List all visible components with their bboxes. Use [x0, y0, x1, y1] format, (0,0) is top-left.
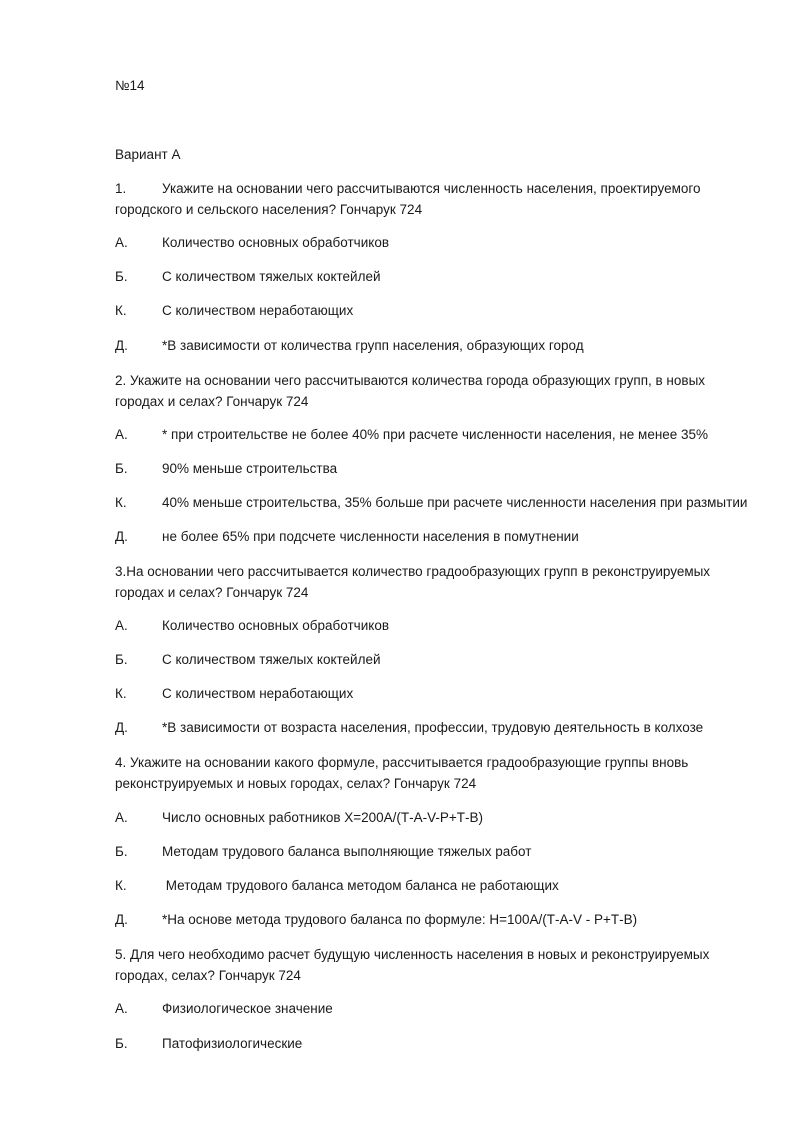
question-3: 3.На основании чего рассчитывается количество градообразующих групп в реконструируемых городах и селах? Гончарук 724 [115, 564, 711, 600]
option-letter: А. [115, 235, 128, 250]
option-text: 40% меньше строительства, 35% больше при расчете численности населения при размытии [162, 495, 748, 510]
option-text: * при строительстве не более 40% при расчете численности населения, не менее 35% [162, 427, 709, 442]
option-letter: К. [115, 686, 127, 701]
option-text: С количеством неработающих [162, 686, 354, 701]
option-letter: Б. [115, 844, 128, 859]
question-5: 5. Для чего необходимо расчет будущую численность населения в новых и реконструируемых городах, селах? Гончарук 724 [115, 947, 710, 983]
option-letter: А. [115, 618, 128, 633]
option-text: не более 65% при подсчете численности населения в помутнении [162, 529, 579, 544]
option-letter: Б. [115, 461, 128, 476]
option-letter: А. [115, 427, 128, 442]
option-text: Методам трудового баланса выполняющие тяжелых работ [162, 844, 532, 859]
option-letter: Б. [115, 269, 128, 284]
option-text: С количеством тяжелых коктейлей [162, 652, 381, 667]
option-text: *В зависимости от возраста населения, профессии, трудовую деятельность в колхозе [162, 720, 704, 735]
option-letter: А. [115, 1001, 128, 1016]
option-text: Методам трудового баланса методом баланса не работающих [162, 878, 559, 893]
option-text: Физиологическое значение [162, 1001, 333, 1016]
option-letter: Б. [115, 652, 128, 667]
question-4: 4. Укажите на основании какого формуле, рассчитывается градообразующие группы вновь реконструируемых и новых городах, селах? Гончарук 724 [115, 755, 689, 791]
question-text: Укажите на основании чего рассчитываются численность населения, проектируемого городского и сельского населения? Гончарук 724 [115, 181, 701, 217]
option-letter: Д. [115, 912, 128, 927]
option-text: 90% меньше строительства [162, 461, 338, 476]
document-number: №14 [115, 78, 145, 93]
option-text: Число основных работников Х=200А/(Т-А-V-Р+Т-В) [162, 810, 484, 825]
question-number: 1. [115, 181, 127, 196]
option-letter: К. [115, 495, 127, 510]
option-letter: Б. [115, 1036, 128, 1051]
option-letter: Д. [115, 529, 128, 544]
option-text: *В зависимости от количества групп населения, образующих город [162, 338, 584, 353]
option-text: *На основе метода трудового баланса по формуле: Н=100А/(Т-А-V - Р+Т-В) [162, 912, 638, 927]
option-letter: К. [115, 303, 127, 318]
option-text: С количеством неработающих [162, 303, 354, 318]
option-text: Количество основных обработчиков [162, 618, 389, 633]
option-letter: Д. [115, 720, 128, 735]
option-text: С количеством тяжелых коктейлей [162, 269, 381, 284]
question-2: 2. Укажите на основании чего рассчитываются количества города образующих групп, в новых городах и селах? Гончарук 724 [115, 373, 706, 409]
option-text: Количество основных обработчиков [162, 235, 389, 250]
option-letter: К. [115, 878, 127, 893]
option-text: Патофизиологические [162, 1036, 303, 1051]
variant-heading: Вариант А [115, 147, 181, 162]
option-letter: А. [115, 810, 128, 825]
question-1 [115, 178, 735, 220]
option-letter: Д. [115, 338, 128, 353]
